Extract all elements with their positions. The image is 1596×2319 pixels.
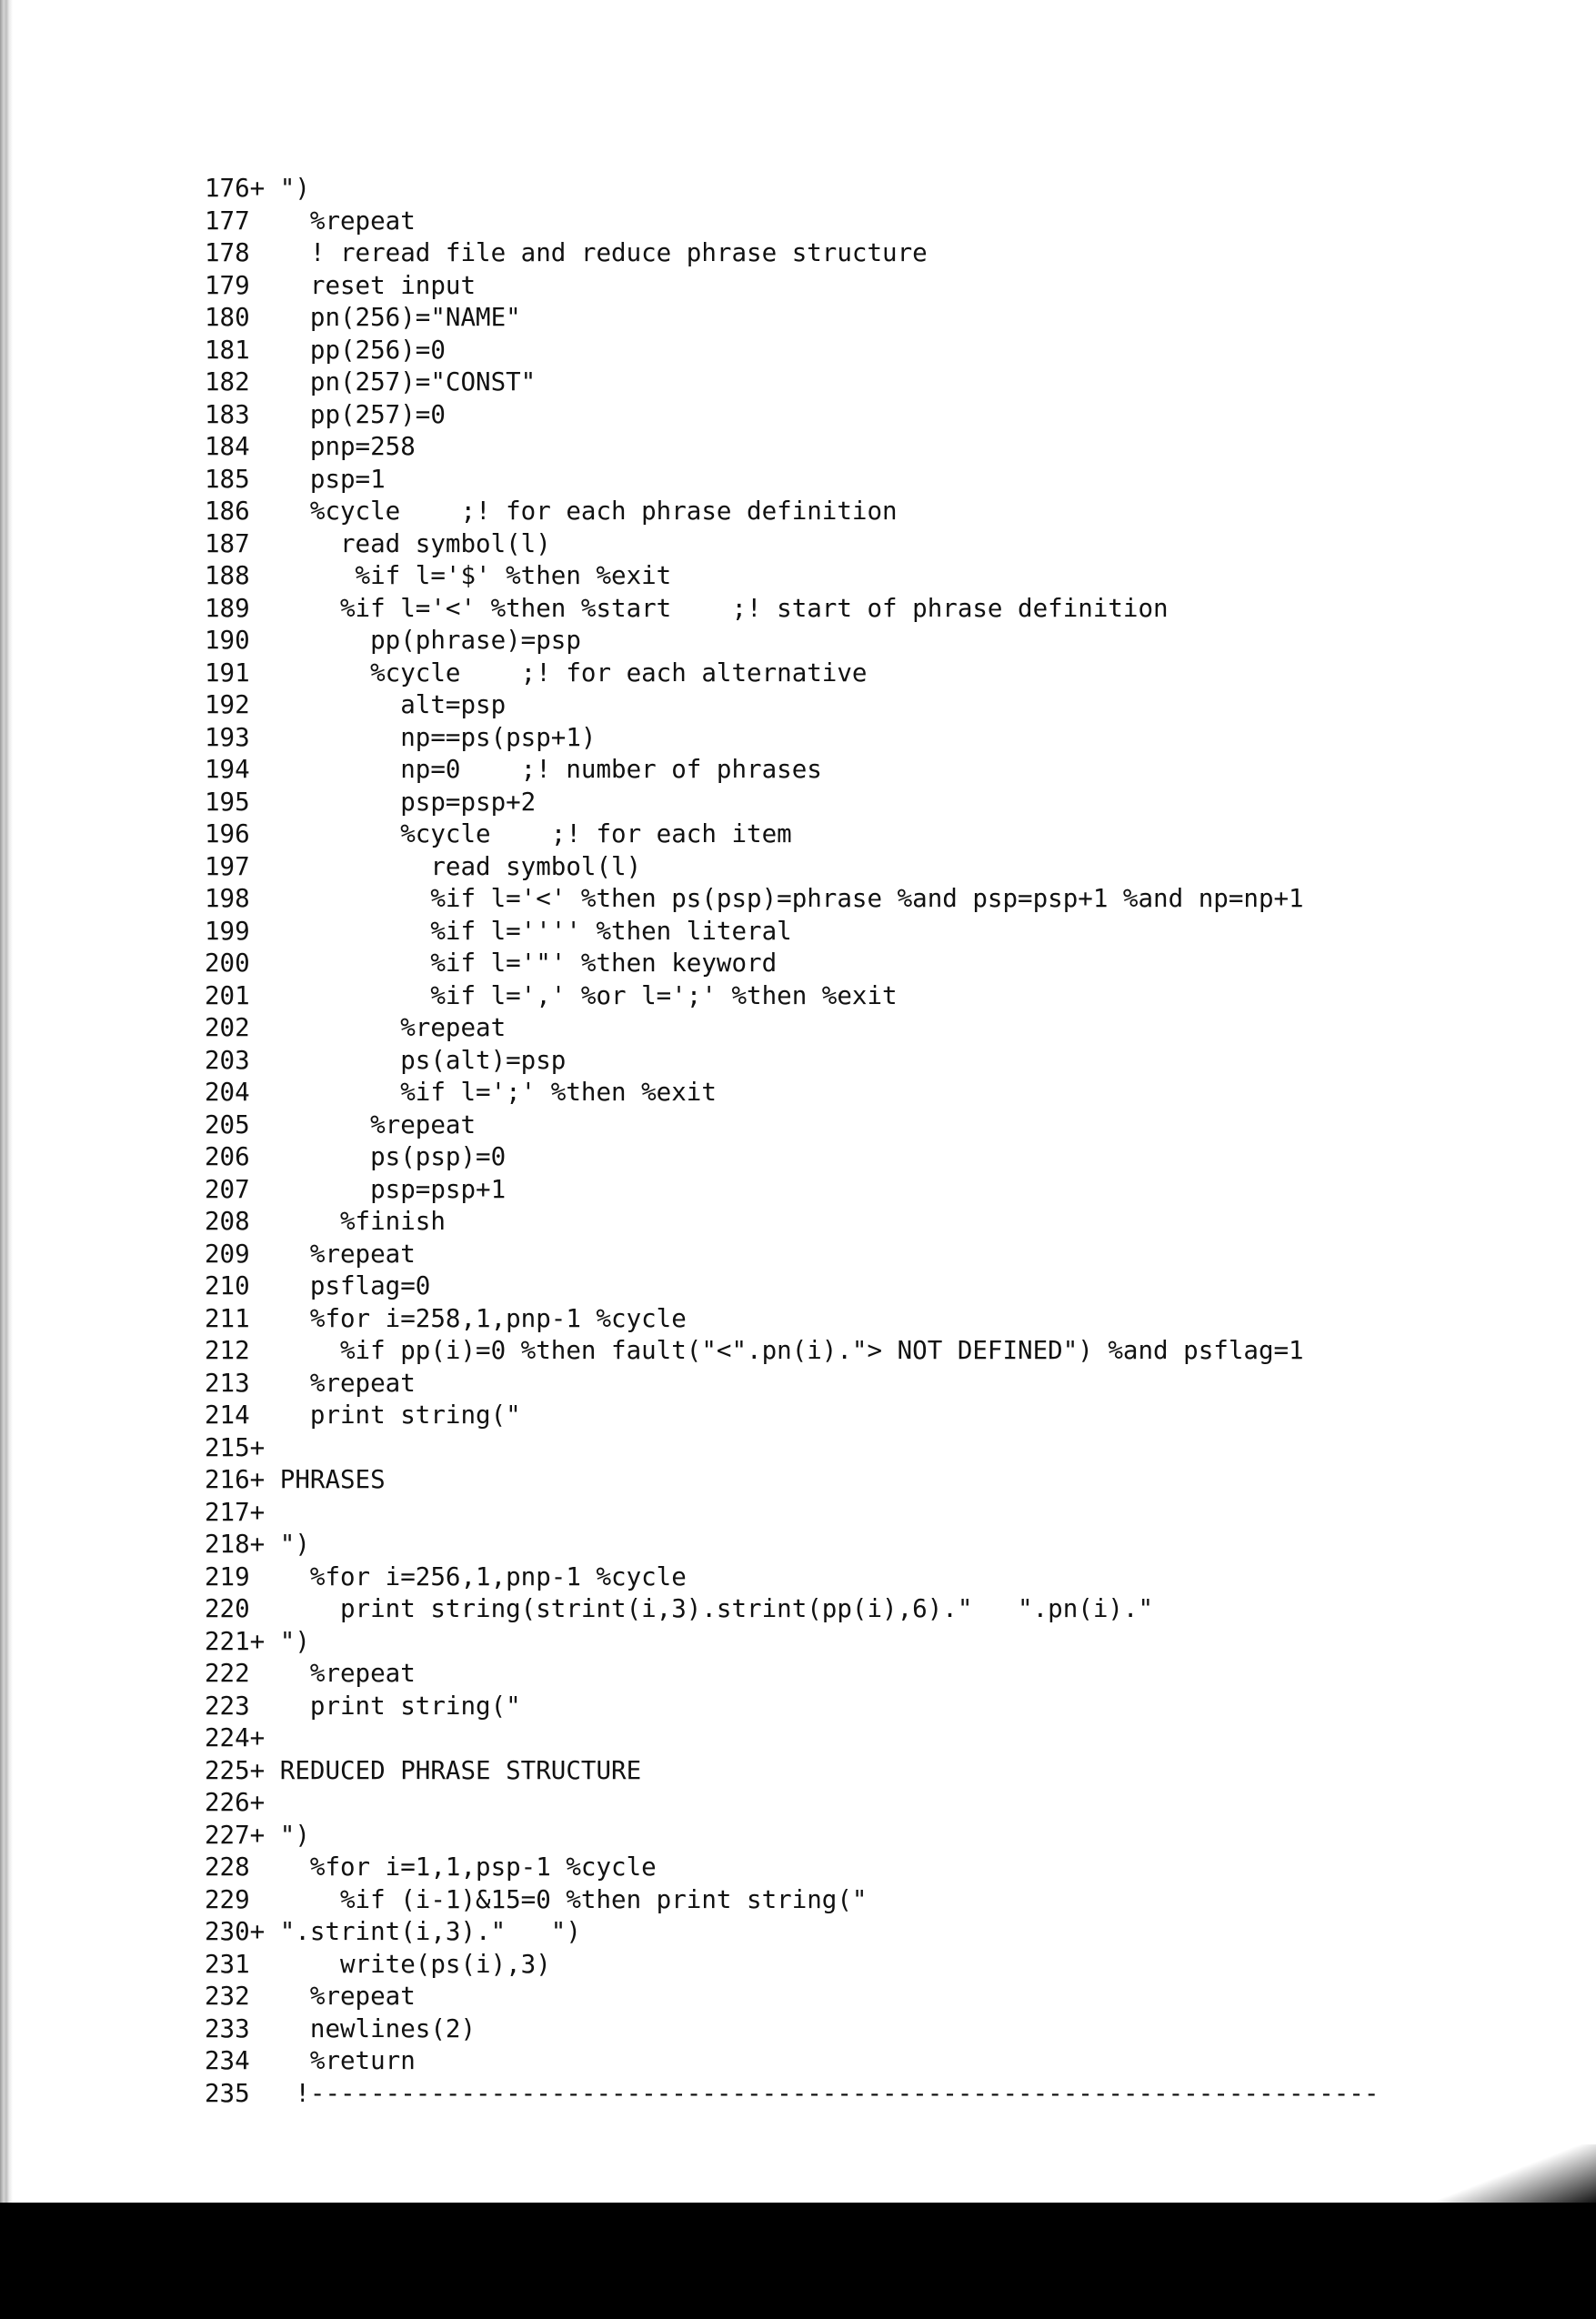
code-line [205, 528, 1496, 561]
line-number: 216+ [205, 1465, 266, 1494]
code-line [205, 754, 1496, 787]
line-number: 207 [205, 1174, 250, 1204]
line-code: pnp=258 [265, 432, 416, 461]
code-line [205, 1593, 1496, 1626]
code-line [205, 625, 1496, 658]
line-number: 223 [205, 1691, 250, 1721]
line-number: 197 [205, 851, 250, 881]
line-code: psflag=0 [265, 1271, 431, 1300]
code-line [205, 1658, 1496, 1691]
line-number: 204 [205, 1078, 250, 1107]
code-line [205, 980, 1496, 1013]
code-line [205, 1884, 1496, 1917]
line-number: 213 [205, 1368, 250, 1398]
line-code: %repeat [265, 1013, 507, 1042]
line-code: %cycle ;! for each alternative [265, 658, 868, 688]
line-code: write(ps(i),3) [265, 1949, 551, 1979]
code-line [205, 270, 1496, 303]
line-code: %for i=258,1,pnp-1 %cycle [265, 1303, 687, 1333]
code-line [205, 948, 1496, 980]
line-number: 200 [205, 949, 250, 978]
line-number: 217+ [205, 1497, 266, 1527]
line-number: 196 [205, 819, 250, 848]
line-code: ps(alt)=psp [265, 1045, 567, 1075]
scan-corner-shadow [1432, 2144, 1596, 2208]
code-line [205, 1561, 1496, 1594]
code-line [205, 464, 1496, 497]
line-number: 229 [205, 1884, 250, 1914]
line-number: 199 [205, 916, 250, 946]
line-code: %for i=1,1,psp-1 %cycle [265, 1852, 657, 1882]
code-line [205, 1270, 1496, 1303]
line-number: 181 [205, 335, 250, 365]
line-code: %if l='''' %then literal [265, 916, 792, 946]
code-line [205, 1916, 1496, 1949]
line-number: 215+ [205, 1432, 266, 1462]
line-number: 186 [205, 497, 250, 526]
code-line [205, 1303, 1496, 1336]
line-code: pn(256)="NAME" [265, 303, 521, 332]
line-code: ") [265, 1626, 310, 1656]
code-line [205, 1820, 1496, 1852]
line-code: %if l='<' %then ps(psp)=phrase %and psp=psp+1 %and np=np+1 [265, 884, 1304, 913]
line-number: 209 [205, 1239, 250, 1269]
code-line [205, 173, 1496, 206]
line-code: %if pp(i)=0 %then fault("<".pn(i)."> NOT DEFINED") %and psflag=1 [265, 1336, 1304, 1365]
code-line [205, 1981, 1496, 2013]
code-line [205, 593, 1496, 626]
scan-bottom-shadow [0, 2203, 1596, 2319]
line-number: 212 [205, 1336, 250, 1365]
line-code: ") [265, 174, 310, 203]
line-number: 178 [205, 238, 250, 267]
code-line [205, 1141, 1496, 1174]
line-code: pp(phrase)=psp [265, 626, 581, 655]
code-line [205, 1497, 1496, 1530]
line-number: 226+ [205, 1788, 266, 1817]
line-code: %finish [265, 1207, 446, 1236]
line-number: 231 [205, 1949, 250, 1979]
line-code: read symbol(l) [265, 851, 642, 881]
line-code: !----------------------------------------------------------------------- [265, 2078, 1380, 2108]
code-line [205, 496, 1496, 528]
code-line [205, 1335, 1496, 1368]
code-line [205, 1045, 1496, 1078]
line-code: print string(" [265, 1400, 521, 1430]
line-code: ".strint(i,3)." ") [265, 1917, 581, 1946]
code-line [205, 431, 1496, 464]
line-number: 179 [205, 270, 250, 300]
line-number: 182 [205, 367, 250, 397]
line-number: 202 [205, 1013, 250, 1042]
line-code: np==ps(psp+1) [265, 722, 597, 752]
line-code: psp=1 [265, 464, 386, 494]
line-number: 230+ [205, 1917, 266, 1946]
code-line [205, 2045, 1496, 2078]
line-number: 222 [205, 1659, 250, 1688]
line-code: pp(256)=0 [265, 335, 446, 365]
line-number: 177 [205, 206, 250, 236]
line-code: %return [265, 2046, 416, 2075]
line-number: 228 [205, 1852, 250, 1882]
code-line [205, 206, 1496, 238]
code-line [205, 883, 1496, 916]
line-number: 235 [205, 2078, 250, 2108]
line-code: %if l=';' %then %exit [265, 1078, 717, 1107]
code-line [205, 658, 1496, 690]
code-line [205, 1529, 1496, 1561]
code-line [205, 916, 1496, 949]
line-code: %repeat [265, 1982, 416, 2011]
line-number: 210 [205, 1271, 250, 1300]
line-number: 183 [205, 399, 250, 429]
code-line [205, 399, 1496, 432]
line-code: pn(257)="CONST" [265, 367, 537, 397]
code-line [205, 787, 1496, 819]
line-number: 203 [205, 1045, 250, 1075]
line-number: 184 [205, 432, 250, 461]
code-line [205, 335, 1496, 367]
code-line [205, 237, 1496, 270]
line-number: 220 [205, 1594, 250, 1623]
line-number: 206 [205, 1142, 250, 1171]
line-code: %if (i-1)&15=0 %then print string(" [265, 1884, 868, 1914]
line-code: %repeat [265, 1109, 477, 1139]
code-line [205, 1400, 1496, 1432]
line-code: ! reread file and reduce phrase structure [265, 238, 928, 267]
line-number: 219 [205, 1561, 250, 1591]
line-number: 194 [205, 755, 250, 784]
line-number: 218+ [205, 1530, 266, 1559]
line-code: newlines(2) [265, 2013, 477, 2043]
scanned-page-edge [0, 0, 13, 2319]
code-line [205, 722, 1496, 755]
line-code: %if l='"' %then keyword [265, 949, 778, 978]
line-code: ps(psp)=0 [265, 1142, 507, 1171]
code-line [205, 818, 1496, 851]
line-number: 211 [205, 1303, 250, 1333]
line-number: 224+ [205, 1723, 266, 1752]
line-code: %if l='$' %then %exit [265, 561, 672, 590]
line-number: 201 [205, 980, 250, 1010]
line-code: read symbol(l) [265, 528, 551, 558]
line-number: 188 [205, 561, 250, 590]
line-code: %repeat [265, 1368, 416, 1398]
code-line [205, 560, 1496, 593]
line-code: %cycle ;! for each phrase definition [265, 497, 898, 526]
code-line [205, 1949, 1496, 1982]
line-code: pp(257)=0 [265, 399, 446, 429]
line-code: psp=psp+2 [265, 787, 537, 817]
line-number: 187 [205, 528, 250, 558]
code-line [205, 851, 1496, 884]
code-line [205, 1626, 1496, 1659]
line-number: 191 [205, 658, 250, 688]
line-code: PHRASES [265, 1465, 386, 1494]
line-code: np=0 ;! number of phrases [265, 755, 822, 784]
line-code: print string(" [265, 1691, 521, 1721]
line-code: psp=psp+1 [265, 1174, 507, 1204]
line-code: %repeat [265, 1659, 416, 1688]
line-code: %for i=256,1,pnp-1 %cycle [265, 1561, 687, 1591]
line-number: 221+ [205, 1626, 266, 1656]
code-line [205, 1109, 1496, 1142]
line-code: %repeat [265, 1239, 416, 1269]
code-line [205, 1787, 1496, 1820]
code-line [205, 1206, 1496, 1239]
code-line [205, 1368, 1496, 1400]
line-code: alt=psp [265, 690, 507, 719]
code-line [205, 1852, 1496, 1884]
line-code: ") [265, 1820, 310, 1850]
line-number: 227+ [205, 1820, 266, 1850]
line-number: 189 [205, 593, 250, 623]
line-number: 192 [205, 690, 250, 719]
code-line [205, 1755, 1496, 1788]
line-number: 195 [205, 787, 250, 817]
code-line [205, 1464, 1496, 1497]
line-code: %repeat [265, 206, 416, 236]
code-line [205, 302, 1496, 335]
line-number: 225+ [205, 1755, 266, 1785]
line-number: 198 [205, 884, 250, 913]
line-code: ") [265, 1530, 310, 1559]
line-number: 208 [205, 1207, 250, 1236]
code-line [205, 1012, 1496, 1045]
code-line [205, 1722, 1496, 1755]
line-number: 233 [205, 2013, 250, 2043]
code-line [205, 1432, 1496, 1465]
line-number: 190 [205, 626, 250, 655]
line-number: 234 [205, 2046, 250, 2075]
code-line [205, 2078, 1496, 2111]
line-number: 185 [205, 464, 250, 494]
code-line [205, 1239, 1496, 1271]
line-code: %cycle ;! for each item [265, 819, 792, 848]
line-code: REDUCED PHRASE STRUCTURE [265, 1755, 642, 1785]
code-line [205, 1691, 1496, 1723]
line-number: 214 [205, 1400, 250, 1430]
code-line [205, 1174, 1496, 1207]
code-line [205, 1077, 1496, 1109]
line-number: 180 [205, 303, 250, 332]
line-number: 232 [205, 1982, 250, 2011]
code-line [205, 689, 1496, 722]
line-number: 176+ [205, 174, 266, 203]
code-line [205, 2013, 1496, 2046]
line-number: 205 [205, 1109, 250, 1139]
line-code: %if l=',' %or l=';' %then %exit [265, 980, 898, 1010]
line-code: print string(strint(i,3).strint(pp(i),6)." ".pn(i)." [265, 1594, 1154, 1623]
line-number: 193 [205, 722, 250, 752]
line-code: reset input [265, 270, 477, 300]
code-line [205, 366, 1496, 399]
line-code: %if l='<' %then %start ;! start of phrase definition [265, 593, 1169, 623]
code-listing [205, 173, 1496, 2110]
